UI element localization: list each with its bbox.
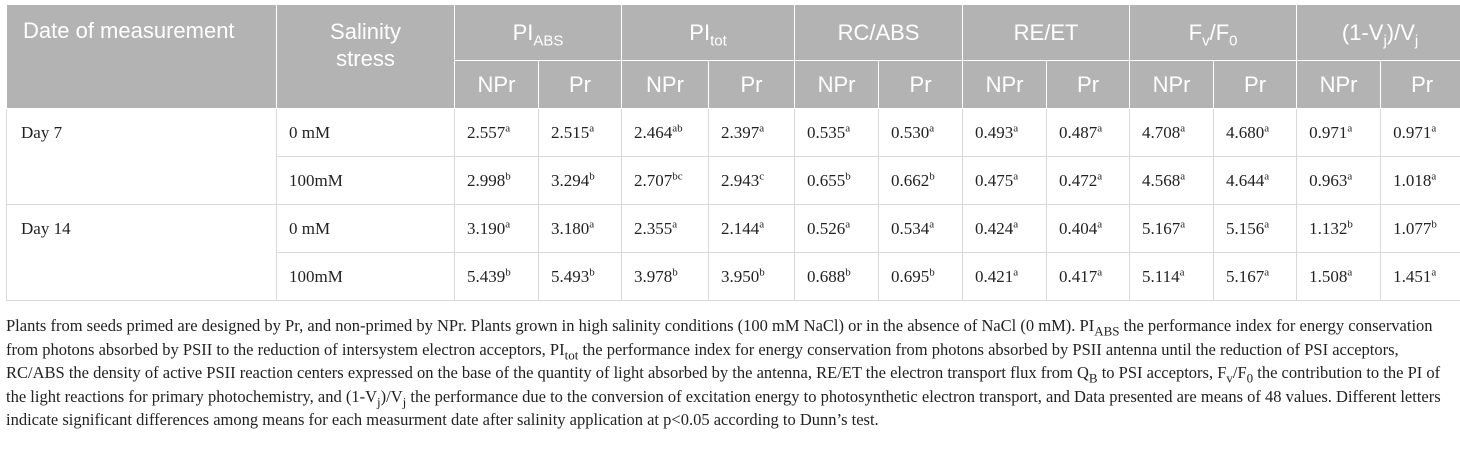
header-vj: $(1-V_j)/V_j$ (1297, 5, 1460, 61)
subheader-pr: Pr (1381, 61, 1460, 109)
significance-letter: a (845, 121, 851, 134)
value-number: 2.464 (634, 122, 673, 142)
significance-letter: a (505, 217, 511, 230)
significance-letter: a (1097, 121, 1103, 134)
significance-letter: a (929, 217, 935, 230)
value-cell (539, 157, 622, 205)
date-cell: Day 14 (7, 205, 277, 301)
value-number: 0.472 (1059, 170, 1098, 190)
significance-letter: b (589, 265, 595, 278)
value-number: 0.688 (807, 266, 846, 286)
subheader-pr: Pr (539, 61, 622, 109)
value-cell (795, 253, 879, 301)
value-number: 1.451 (1393, 266, 1432, 286)
value-cell (879, 157, 963, 205)
value-number: 3.180 (551, 218, 590, 238)
significance-letter: a (929, 121, 935, 134)
value-number: 5.167 (1142, 218, 1181, 238)
value-number: 0.662 (891, 170, 930, 190)
header-salinity-stress: Salinity stress (277, 5, 455, 109)
value-number: 1.132 (1309, 218, 1348, 238)
subheader-npr: NPr (622, 61, 709, 109)
value-cell (795, 109, 879, 157)
value-cell (1047, 157, 1130, 205)
value-number: 4.644 (1226, 170, 1265, 190)
table-footnote (6, 314, 1454, 432)
value-cell (1214, 205, 1297, 253)
significance-letter: a (845, 217, 851, 230)
value-number: 0.534 (891, 218, 930, 238)
value-cell (709, 109, 795, 157)
value-number: 0.695 (891, 266, 930, 286)
salinity-cell: 0 mM (277, 109, 455, 157)
value-cell (1297, 205, 1381, 253)
footnote-text: the performance index for energy conservation from photons absorbed by PSII antenna until the reduction of PSI acceptors, RC/ABS the density of active PSII reaction centers expressed on the base of the quantity of light absorbed by the antenna, RE/ET the electron transport flux from Q (6, 339, 1399, 382)
value-number: 4.680 (1226, 122, 1265, 142)
significance-letter: b (505, 169, 511, 182)
value-cell (622, 157, 709, 205)
value-cell (879, 205, 963, 253)
significance-letter: a (1180, 169, 1186, 182)
significance-letter: c (759, 169, 765, 182)
significance-letter: a (589, 217, 595, 230)
date-cell: Day 7 (7, 109, 277, 205)
value-number: 5.439 (467, 266, 506, 286)
significance-letter: a (1097, 169, 1103, 182)
value-number: 2.998 (467, 170, 506, 190)
subheader-npr: NPr (963, 61, 1047, 109)
significance-letter: a (1431, 265, 1437, 278)
significance-letter: a (1264, 265, 1270, 278)
value-number: 0.530 (891, 122, 930, 142)
value-cell (1297, 157, 1381, 205)
table-body (7, 109, 1460, 301)
significance-letter: b (845, 265, 851, 278)
value-cell (1297, 109, 1381, 157)
value-cell (539, 205, 622, 253)
value-cell (879, 109, 963, 157)
value-number: 2.707 (634, 170, 673, 190)
value-cell (1130, 157, 1214, 205)
value-cell (963, 205, 1047, 253)
subheader-npr: NPr (455, 61, 539, 109)
significance-letter: a (1013, 217, 1019, 230)
value-number: 3.950 (721, 266, 760, 286)
value-cell (455, 205, 539, 253)
value-cell (709, 157, 795, 205)
value-cell (1047, 253, 1130, 301)
value-cell (455, 109, 539, 157)
significance-letter: b (929, 265, 935, 278)
footnote-subscript: ABS (1094, 323, 1120, 339)
significance-letter: bc (672, 169, 683, 182)
footnote-text: the performance index for energy conservation from photons absorbed by PSII to the reduction of intersystem electron acceptors, PI (6, 316, 1433, 359)
significance-letter: a (1097, 265, 1103, 278)
footnote-subscript: B (1088, 370, 1098, 386)
value-number: 1.077 (1393, 218, 1432, 238)
value-number: 0.424 (975, 218, 1014, 238)
significance-letter: a (759, 121, 765, 134)
value-number: 0.417 (1059, 266, 1098, 286)
footnote-subscript: 0 (1246, 370, 1254, 386)
value-cell (963, 253, 1047, 301)
value-cell (1381, 205, 1460, 253)
value-number: 2.943 (721, 170, 760, 190)
value-number: 2.557 (467, 122, 506, 142)
significance-letter: a (672, 217, 678, 230)
significance-letter: a (1264, 121, 1270, 134)
significance-letter: b (672, 265, 678, 278)
value-cell (709, 253, 795, 301)
value-cell (622, 109, 709, 157)
value-cell (1214, 253, 1297, 301)
header-pi-tot: $PI_{tot}$ (622, 5, 795, 61)
value-number: 4.708 (1142, 122, 1181, 142)
significance-letter: a (1347, 265, 1353, 278)
significance-letter: a (1013, 265, 1019, 278)
significance-letter: a (1179, 265, 1185, 278)
significance-letter: a (1013, 121, 1019, 134)
value-cell (795, 205, 879, 253)
value-number: 5.114 (1142, 266, 1180, 286)
value-number: 2.144 (721, 218, 760, 238)
significance-letter: a (1264, 217, 1270, 230)
value-number: 2.397 (721, 122, 760, 142)
value-cell (1214, 109, 1297, 157)
value-cell (539, 109, 622, 157)
value-number: 3.978 (634, 266, 673, 286)
value-number: 0.487 (1059, 122, 1098, 142)
value-number: 0.493 (975, 122, 1014, 142)
header-rc-abs: RC/ABS (795, 5, 963, 61)
value-number: 2.515 (551, 122, 590, 142)
significance-letter: ab (672, 121, 683, 134)
value-cell (455, 253, 539, 301)
salinity-cell: 100mM (277, 253, 455, 301)
salinity-cell: 100mM (277, 157, 455, 205)
significance-letter: a (759, 217, 765, 230)
table-row (7, 109, 1460, 157)
value-number: 0.963 (1309, 170, 1348, 190)
subheader-npr: NPr (1130, 61, 1214, 109)
significance-letter: b (1347, 217, 1353, 230)
significance-letter: a (1180, 121, 1186, 134)
subheader-npr: NPr (795, 61, 879, 109)
significance-letter: a (1431, 169, 1437, 182)
header-fv-f0: $F_v/F_0$ (1130, 5, 1297, 61)
significance-letter: a (589, 121, 595, 134)
header-re-et: RE/ET (963, 5, 1130, 61)
value-number: 3.294 (551, 170, 590, 190)
value-cell (879, 253, 963, 301)
significance-letter: a (1097, 217, 1103, 230)
subheader-pr: Pr (879, 61, 963, 109)
value-cell (1214, 157, 1297, 205)
value-cell (1047, 109, 1130, 157)
value-number: 1.508 (1309, 266, 1348, 286)
value-cell (1381, 109, 1460, 157)
footnote-subscript: j (377, 393, 381, 409)
value-cell (622, 253, 709, 301)
significance-letter: a (1431, 121, 1437, 134)
value-cell (1130, 205, 1214, 253)
value-number: 5.493 (551, 266, 590, 286)
value-number: 0.535 (807, 122, 846, 142)
subheader-pr: Pr (709, 61, 795, 109)
footnote-text: the performance due to the conversion of excitation energy to photosynthetic electron transport, and Data presented are means of 48 values. Different letters indicate significant differences among means for each measurment date after salinity application at p<0.05 according to Dunn’s test. (6, 386, 1441, 429)
subheader-pr: Pr (1214, 61, 1297, 109)
footnote-subscript: j (402, 393, 407, 409)
footnote-text: the contribution to the PI of the light reactions for primary photochemistry, and (1-V (6, 363, 1441, 406)
significance-letter: b (759, 265, 765, 278)
value-number: 5.156 (1226, 218, 1265, 238)
header-pi-abs: $PI_{ABS}$ (455, 5, 622, 61)
value-cell (1297, 253, 1381, 301)
value-number: 0.655 (807, 170, 846, 190)
value-cell (1047, 205, 1130, 253)
value-number: 0.404 (1059, 218, 1098, 238)
value-cell (1381, 253, 1460, 301)
table-header (7, 5, 1460, 109)
value-cell (795, 157, 879, 205)
value-cell (1130, 109, 1214, 157)
significance-letter: b (505, 265, 511, 278)
footnote-text: /F (1232, 363, 1247, 382)
value-number: 0.526 (807, 218, 846, 238)
value-number: 0.475 (975, 170, 1014, 190)
value-number: 0.421 (975, 266, 1014, 286)
value-number: 3.190 (467, 218, 506, 238)
value-number: 0.971 (1393, 122, 1432, 142)
value-number: 4.568 (1142, 170, 1181, 190)
subheader-npr: NPr (1297, 61, 1381, 109)
significance-letter: b (1431, 217, 1437, 230)
value-cell (622, 205, 709, 253)
value-cell (1381, 157, 1460, 205)
subheader-pr: Pr (1047, 61, 1130, 109)
significance-letter: b (845, 169, 851, 182)
value-cell (455, 157, 539, 205)
footnote-subscript: tot (564, 346, 579, 362)
footnote-subscript: v (1226, 370, 1233, 386)
salinity-cell: 0 mM (277, 205, 455, 253)
value-number: 5.167 (1226, 266, 1265, 286)
value-number: 0.971 (1309, 122, 1348, 142)
footnote-text: to PSI acceptors, F (1097, 363, 1227, 382)
significance-letter: a (1180, 217, 1186, 230)
footnote-text: Plants from seeds primed are designed by Pr, and non-primed by NPr. Plants grown in high salinity conditions (100 mM NaCl) or in the absence of NaCl (0 mM). PI (6, 316, 1095, 335)
value-number: 2.355 (634, 218, 673, 238)
significance-letter: a (505, 121, 511, 134)
value-cell (709, 205, 795, 253)
significance-letter: b (929, 169, 935, 182)
table-row (7, 205, 1460, 253)
significance-letter: a (1013, 169, 1019, 182)
value-cell (1130, 253, 1214, 301)
results-table (6, 4, 1460, 301)
value-cell (963, 157, 1047, 205)
value-number: 1.018 (1393, 170, 1432, 190)
significance-letter: a (1347, 121, 1353, 134)
header-date: Date of measurement (7, 5, 277, 109)
significance-letter: a (1264, 169, 1270, 182)
value-cell (963, 109, 1047, 157)
significance-letter: b (589, 169, 595, 182)
footnote-text: )/V (380, 386, 403, 406)
value-cell (539, 253, 622, 301)
significance-letter: a (1347, 169, 1353, 182)
